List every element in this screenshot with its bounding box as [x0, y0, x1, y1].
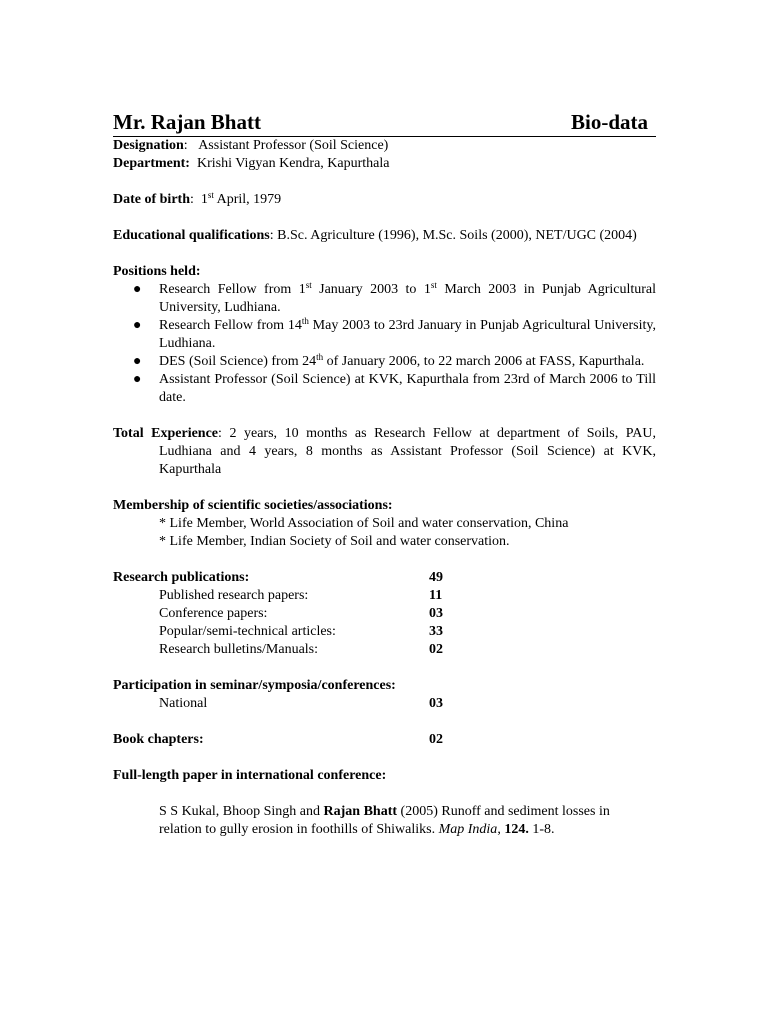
person-name: Mr. Rajan Bhatt: [113, 110, 261, 134]
dob-label: Date of birth: [113, 192, 190, 207]
education-line: [113, 227, 656, 245]
membership-heading: Membership of scientific societies/associations:: [113, 498, 393, 513]
dob-rest: April, 1979: [213, 192, 282, 207]
department-line: [113, 155, 656, 173]
list-item: ● DES (Soil Science) from 24th of January 2006, to 22 march 2006 at FASS, Kapurthala.: [133, 352, 645, 369]
department-label: Department:: [113, 156, 190, 171]
list-item: ● Research Fellow from 14th May 2003 to 23rd January in Punjab Agricultural University, Ludhiana.: [133, 316, 656, 351]
table-row: Published research papers: 11: [159, 588, 443, 603]
department-value: Krishi Vigyan Kendra, Kapurthala: [196, 156, 390, 171]
experience-label: Total Experience: [113, 426, 219, 441]
experience-line: [113, 425, 656, 479]
table-row: Popular/semi-technical articles: 33: [159, 624, 443, 639]
list-item: * Life Member, World Association of Soil and water conservation, China: [159, 516, 569, 531]
document-type-title: Bio-data: [570, 110, 648, 134]
positions-heading: Positions held:: [113, 264, 201, 279]
full-length-heading: Full-length paper in international conference:: [113, 768, 387, 783]
table-row: Conference papers: 03: [159, 606, 443, 621]
publications-total: 49: [429, 570, 443, 585]
dob-day-suffix: st: [207, 190, 214, 200]
dob-line: Date of birth: 1st April, 1979: [113, 190, 282, 207]
document-header: [113, 108, 656, 137]
bullet-icon: ●: [133, 372, 142, 387]
education-label: Educational qualifications: [113, 228, 270, 243]
publications-heading: Research publications:: [113, 570, 250, 585]
participation-heading: Participation in seminar/symposia/conferences:: [113, 678, 396, 693]
list-item: ● Research Fellow from 1st January 2003 to 1st March 2003 in Punjab Agricultural University, Ludhiana.: [133, 280, 656, 315]
bullet-icon: ●: [133, 282, 142, 297]
bullet-icon: ●: [133, 354, 142, 369]
list-item: ● Assistant Professor (Soil Science) at KVK, Kapurthala from 23rd of March 2006 to Till date.: [133, 372, 656, 405]
biodata-document: [113, 108, 656, 839]
table-row: Research bulletins/Manuals: 02: [159, 642, 443, 657]
designation-value: Assistant Professor (Soil Science): [198, 138, 389, 153]
list-item: * Life Member, Indian Society of Soil and water conservation.: [159, 534, 510, 549]
book-chapters-row: [113, 731, 656, 749]
book-chapters-label: Book chapters:: [113, 732, 204, 747]
experience-value: : 2 years, 10 months as Research Fellow at department of Soils, PAU, Ludhiana and 4 years, 8 months as Assistant Professor (Soil Science) at KVK, Kapurthala: [159, 426, 656, 477]
citation: S S Kukal, Bhoop Singh and Rajan Bhatt (2005) Runoff and sediment losses in relation to gully erosion in foothills of Shiwaliks. Map India, 124. 1-8.: [159, 804, 610, 837]
table-row: National 03: [159, 696, 443, 711]
positions-list: [113, 281, 656, 407]
publications-heading-row: [113, 569, 656, 587]
designation-line: Designation: Assistant Professor (Soil Science): [113, 138, 389, 153]
dob-day: 1: [200, 192, 208, 207]
designation-label: Designation: [113, 138, 184, 153]
book-chapters-value: 02: [429, 732, 443, 747]
bullet-icon: ●: [133, 318, 142, 333]
education-value: : B.Sc. Agriculture (1996), M.Sc. Soils (2000), NET/UGC (2004): [269, 228, 637, 243]
